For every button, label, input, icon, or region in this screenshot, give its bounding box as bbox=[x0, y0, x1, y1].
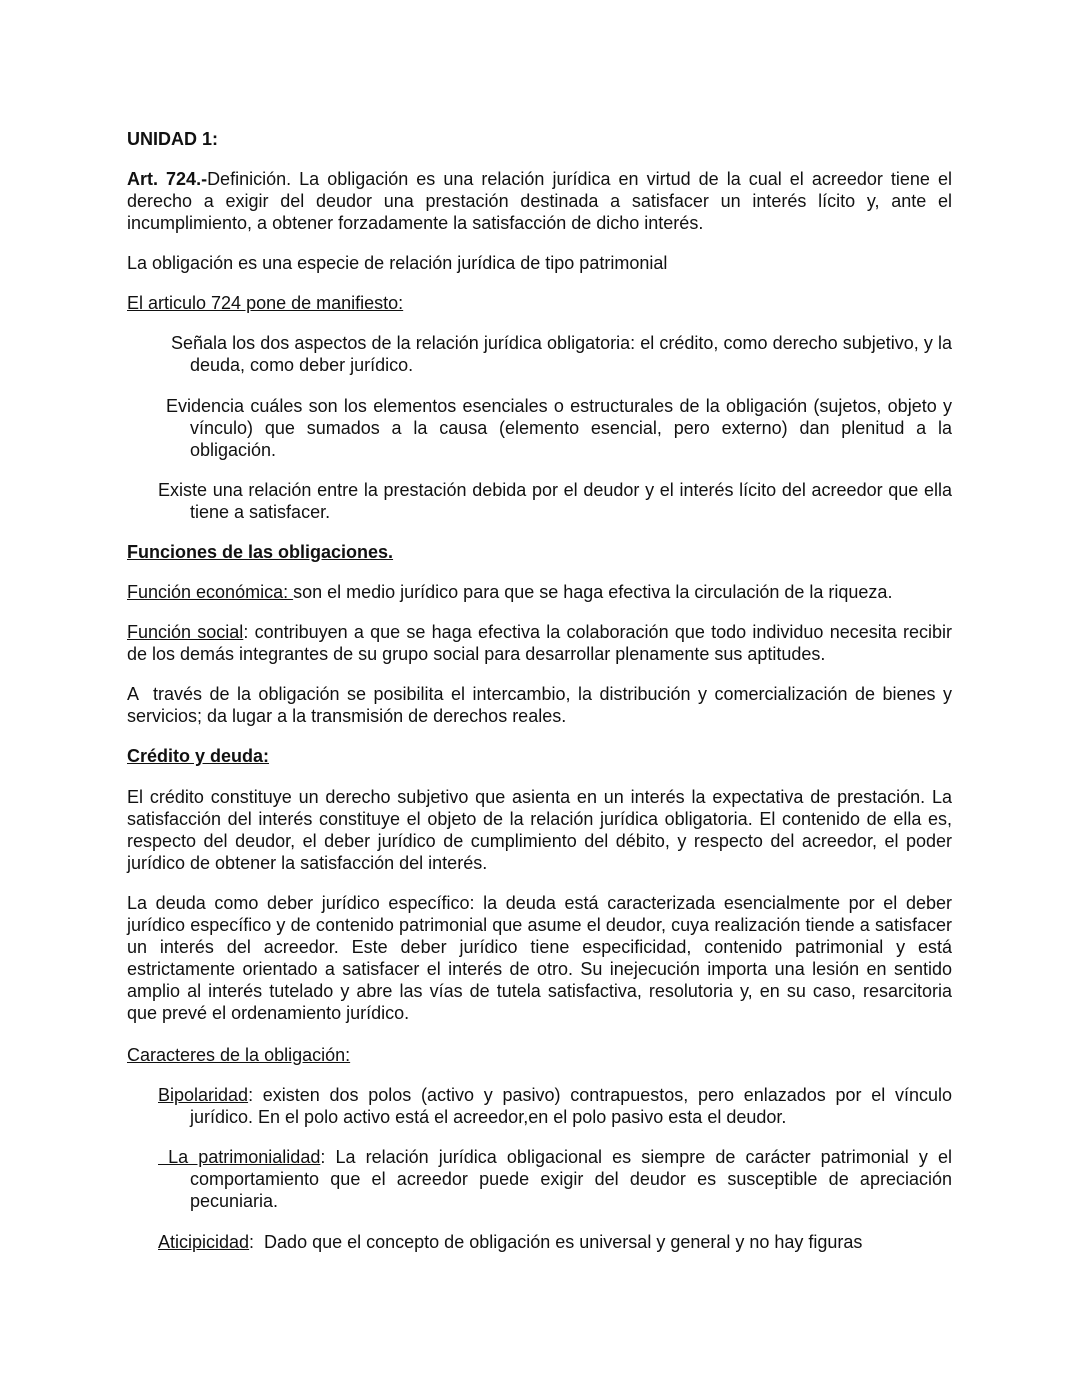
caracteres-heading: Caracteres de la obligación: bbox=[127, 1045, 351, 1065]
funcion-social: Función social: contribuyen a que se haga efectiva la colaboración que todo individuo necesita recibir de los demás integrantes de su grupo social para desarrollar plenamente sus aptitudes. bbox=[127, 622, 952, 664]
caracter-item: Bipolaridad: existen dos polos (activo y pasivo) contrapuestos, pero enlazados por el vínculo jurídico. En el polo activo está el acreedor,en el polo pasivo esta el deudor. bbox=[158, 1085, 952, 1127]
funcion-economica: Función económica: son el medio jurídico para que se haga efectiva la circulación de la riqueza. bbox=[127, 582, 893, 602]
manifiesto-item: Señala los dos aspectos de la relación jurídica obligatoria: el crédito, como derecho subjetivo, y la deuda, como deber jurídico. bbox=[171, 333, 952, 375]
manifiesto-heading: El articulo 724 pone de manifiesto: bbox=[127, 293, 404, 313]
unit-title: UNIDAD 1: bbox=[127, 129, 219, 149]
paragraph-intercambio: A través de la obligación se posibilita el intercambio, la distribución y comercialización de bienes y servicios; da lugar a la transmisión de derechos reales. bbox=[127, 684, 958, 726]
manifiesto-item: Existe una relación entre la prestación debida por el deudor y el interés lícito del acreedor que ella tiene a satisfacer. bbox=[158, 480, 952, 522]
paragraph-deuda: La deuda como deber jurídico específico: la deuda está caracterizada esencialmente por el deber jurídico específico y de contenido patrimonial que asume el deudor, cuya realización tiende a satisfacer un interés del acreedor. Este deber jurídico tiene especificidad, contenido patrimonial y está estrictamente orientado a satisfacer el interés de otro. Su inejecución importa una lesión en sentido amplio al interés tutelado y abre las vías de tutela satisfactiva, resolutoria y, en su caso, resarcitoria que prevé el ordenamiento jurídico. bbox=[127, 893, 952, 1023]
funciones-heading: Funciones de las obligaciones. bbox=[127, 542, 394, 562]
caracter-item: La patrimonialidad: La relación jurídica obligacional es siempre de carácter patrimonial y el comportamiento que el acreedor puede exigir del deudor es susceptible de apreciación pecuniaria. bbox=[158, 1147, 952, 1211]
paragraph-credito: El crédito constituye un derecho subjetivo que asienta en un interés la expectativa de prestación. La satisfacción del interés constituye el objeto de la relación jurídica obligatoria. El contenido de ella es, respecto del deudor, el deber jurídico de cumplimiento del débito, y respecto del acreedor, el poder jurídico de obtener la satisfacción del interés. bbox=[127, 787, 952, 873]
article-text: Definición. La obligación es una relación jurídica en virtud de la cual el acreedor tiene el derecho a exigir del deudor una prestación destinada a satisfacer un interés lícito y, ante el incumplimiento, a obtener forzadamente la satisfacción de dicho interés. bbox=[127, 169, 952, 233]
manifiesto-item: Evidencia cuáles son los elementos esenciales o estructurales de la obligación (sujetos, objeto y vínculo) que sumados a la causa (elemento esencial, pero externo) dan plenitud a la obligación. bbox=[166, 396, 952, 460]
caracter-item: Aticipicidad: Dado que el concepto de obligación es universal y general y no hay figuras bbox=[158, 1232, 863, 1252]
article-label: Art. 724.- bbox=[127, 169, 208, 189]
article-724-paragraph bbox=[127, 168, 952, 234]
credito-heading: Crédito y deuda: bbox=[127, 746, 270, 766]
paragraph-especie: La obligación es una especie de relación jurídica de tipo patrimonial bbox=[127, 253, 668, 273]
